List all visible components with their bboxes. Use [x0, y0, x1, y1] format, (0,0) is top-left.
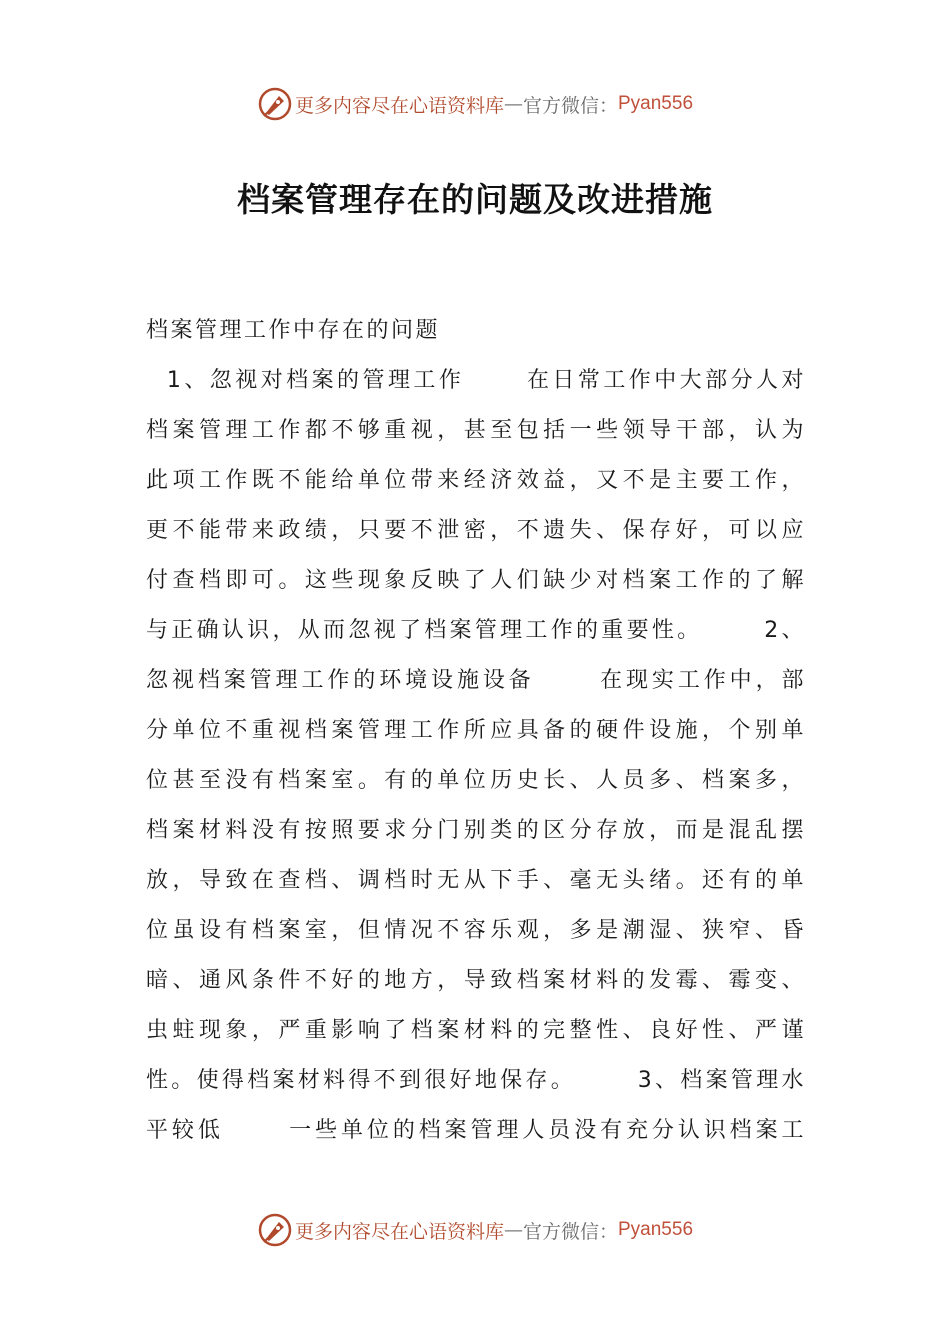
pen-nib-logo-icon [257, 86, 293, 122]
body-line: 分单位不重视档案管理工作所应具备的硬件设施，个别单 [146, 718, 806, 743]
body-line: 平较低 一些单位的档案管理人员没有充分认识档案工 [146, 1118, 806, 1143]
footer-banner [0, 1210, 950, 1250]
body-line: 性。使得档案材料得不到很好地保存。 3、档案管理水 [146, 1068, 806, 1093]
body-line: 忽视档案管理工作的环境设施设备 在现实工作中，部 [146, 668, 806, 693]
body-line: 虫蛀现象，严重影响了档案材料的完整性、良好性、严谨 [146, 1018, 806, 1043]
body-line: 暗、通风条件不好的地方，导致档案材料的发霉、霉变、 [146, 968, 806, 993]
body-line: 放，导致在查档、调档时无从下手、毫无头绪。还有的单 [146, 868, 806, 893]
header-banner [0, 84, 950, 124]
body-line: 付查档即可。这些现象反映了人们缺少对档案工作的了解 [146, 568, 806, 593]
banner-wechat-id: Pyan556 [618, 93, 694, 114]
body-line: 此项工作既不能给单位带来经济效益，又不是主要工作， [146, 468, 806, 493]
pen-nib-logo-icon [257, 1212, 293, 1248]
body-line: 档案管理工作都不够重视，甚至包括一些领导干部，认为 [146, 418, 806, 443]
body-line: 位甚至没有档案室。有的单位历史长、人员多、档案多， [146, 768, 806, 793]
banner-wechat-label: 官方微信： [522, 94, 618, 117]
document-body [146, 306, 806, 1156]
footer-banner-wechat-id: Pyan556 [618, 1219, 694, 1240]
footer-banner-text: 更多内容尽在心语资料库 [294, 1220, 504, 1243]
body-line: 更不能带来政绩，只要不泄密，不遗失、保存好，可以应 [146, 518, 806, 543]
footer-banner-wechat-label: 官方微信： [522, 1220, 618, 1243]
document-title: 档案管理存在的问题及改进措施 [237, 180, 713, 219]
banner-text: 更多内容尽在心语资料库 [294, 94, 504, 117]
banner-separator: — [503, 93, 523, 115]
body-line: 档案材料没有按照要求分门别类的区分存放，而是混乱摆 [146, 818, 806, 843]
body-line: 与正确认识，从而忽视了档案管理工作的重要性。 2、 [146, 618, 806, 643]
body-line: 1、忽视对档案的管理工作 在日常工作中大部分人对 [146, 368, 806, 393]
footer-banner-separator: — [503, 1219, 523, 1241]
body-line: 档案管理工作中存在的问题 [146, 318, 441, 343]
body-line: 位虽设有档案室，但情况不容乐观，多是潮湿、狭窄、昏 [146, 918, 806, 943]
